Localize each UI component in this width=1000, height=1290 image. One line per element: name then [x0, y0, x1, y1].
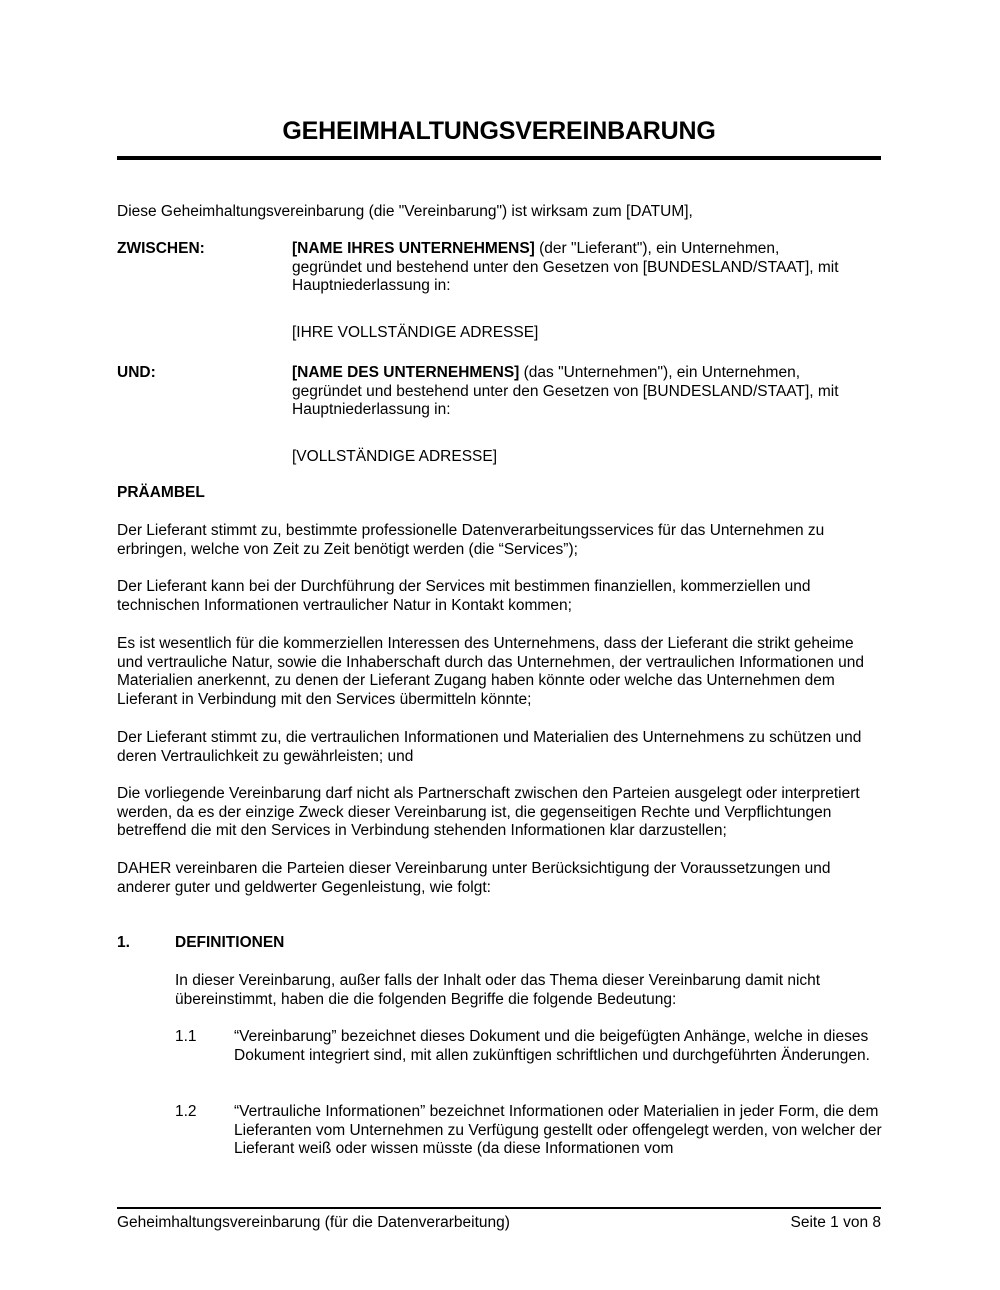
- party-label-und: UND:: [117, 364, 156, 381]
- preamble-paragraph: Es ist wesentlich für die kommerziellen Interessen des Unternehmens, dass der Lieferant die strikt geheime und vertrauliche Natur, sowie die Inhaberschaft durch das Unternehmen, der vertraulichen Informationen und Materialien anerkennt, zu denen der Lieferant Zugang haben könnte oder welche das Unternehmen dem Lieferant in Verbindung mit den Services übermitteln könnte;: [117, 635, 865, 708]
- preamble-heading: PRÄAMBEL: [117, 484, 205, 501]
- party-name-supplier: [NAME IHRES UNTERNEHMENS]: [292, 240, 535, 257]
- title-divider: [117, 156, 881, 160]
- party-desc-line: Hauptniederlassung in:: [292, 277, 451, 294]
- section-intro: In dieser Vereinbarung, außer falls der Inhalt oder das Thema dieser Vereinbarung damit nicht übereinstimmt, haben die die folgenden Begriffe die folgende Bedeutung:: [175, 972, 821, 1008]
- subsection-number: 1.2: [175, 1103, 197, 1120]
- preamble-paragraph: DAHER vereinbaren die Parteien dieser Vereinbarung unter Berücksichtigung der Voraussetzungen und anderer guter und geldwerter Gegenleistung, wie folgt:: [117, 860, 831, 896]
- section-title: DEFINITIONEN: [175, 934, 285, 951]
- party-desc-line: (der "Lieferant"), ein Unternehmen,: [534, 240, 780, 257]
- document-title: GEHEIMHALTUNGSVEREINBARUNG: [282, 117, 716, 145]
- section-number: 1.: [117, 934, 130, 951]
- party-desc-line: gegründet und bestehend unter den Gesetzen von [BUNDESLAND/STAAT], mit: [292, 382, 839, 400]
- preamble-paragraph: Der Lieferant stimmt zu, bestimmte professionelle Datenverarbeitungsservices für das Unternehmen zu erbringen, welche von Zeit zu Zeit benötigt werden (die “Services”);: [117, 522, 825, 558]
- intro-paragraph: Diese Geheimhaltungsvereinbarung (die "Vereinbarung") ist wirksam zum [DATUM],: [117, 203, 693, 220]
- footer-page-number: Seite 1 von 8: [790, 1214, 881, 1231]
- party-desc-line: Hauptniederlassung in:: [292, 401, 451, 418]
- party-label-zwischen: ZWISCHEN:: [117, 240, 205, 257]
- party-desc-line: gegründet und bestehend unter den Gesetzen von [BUNDESLAND/STAAT], mit: [292, 258, 839, 276]
- party-name-company: [NAME DES UNTERNEHMENS]: [292, 364, 520, 381]
- subsection-number: 1.1: [175, 1028, 197, 1045]
- party-description-supplier: [292, 240, 882, 296]
- party-address-supplier: [IHRE VOLLSTÄNDIGE ADRESSE]: [292, 324, 539, 341]
- party-description-company: [292, 364, 882, 420]
- subsection-text: “Vertrauliche Informationen” bezeichnet Informationen oder Materialien in jeder Form, die dem Lieferanten vom Unternehmen zu Verfügung gestellt oder offengelegt werden, von welcher der Lieferant weiß oder wissen müsste (da diese Informationen vom: [234, 1103, 882, 1157]
- preamble-paragraph: Der Lieferant kann bei der Durchführung der Services mit bestimmen finanziellen, kommerziellen und technischen Informationen vertraulicher Natur in Kontakt kommen;: [117, 578, 811, 614]
- footer-document-name: Geheimhaltungsvereinbarung (für die Datenverarbeitung): [117, 1214, 510, 1231]
- party-address-company: [VOLLSTÄNDIGE ADRESSE]: [292, 448, 498, 465]
- document-page: [117, 0, 881, 1290]
- preamble-paragraph: Der Lieferant stimmt zu, die vertraulichen Informationen und Materialien des Unternehmens zu schützen und deren Vertraulichkeit zu gewährleisten; und: [117, 729, 862, 765]
- preamble-paragraph: Die vorliegende Vereinbarung darf nicht als Partnerschaft zwischen den Parteien ausgelegt oder interpretiert werden, da es der einzige Zweck dieser Vereinbarung ist, die gegenseitigen Rechte und Verpflichtungen betreffend die mit den Services in Verbindung stehenden Informationen klar darzustellen;: [117, 785, 860, 839]
- footer-divider: [117, 1207, 881, 1209]
- party-desc-line: (das "Unternehmen"), ein Unternehmen,: [519, 364, 801, 381]
- subsection-text: “Vereinbarung” bezeichnet dieses Dokument und die beigefügten Anhänge, welche in dieses Dokument integriert sind, mit allen zukünftigen schriftlichen und durchgeführten Änderungen.: [234, 1028, 870, 1064]
